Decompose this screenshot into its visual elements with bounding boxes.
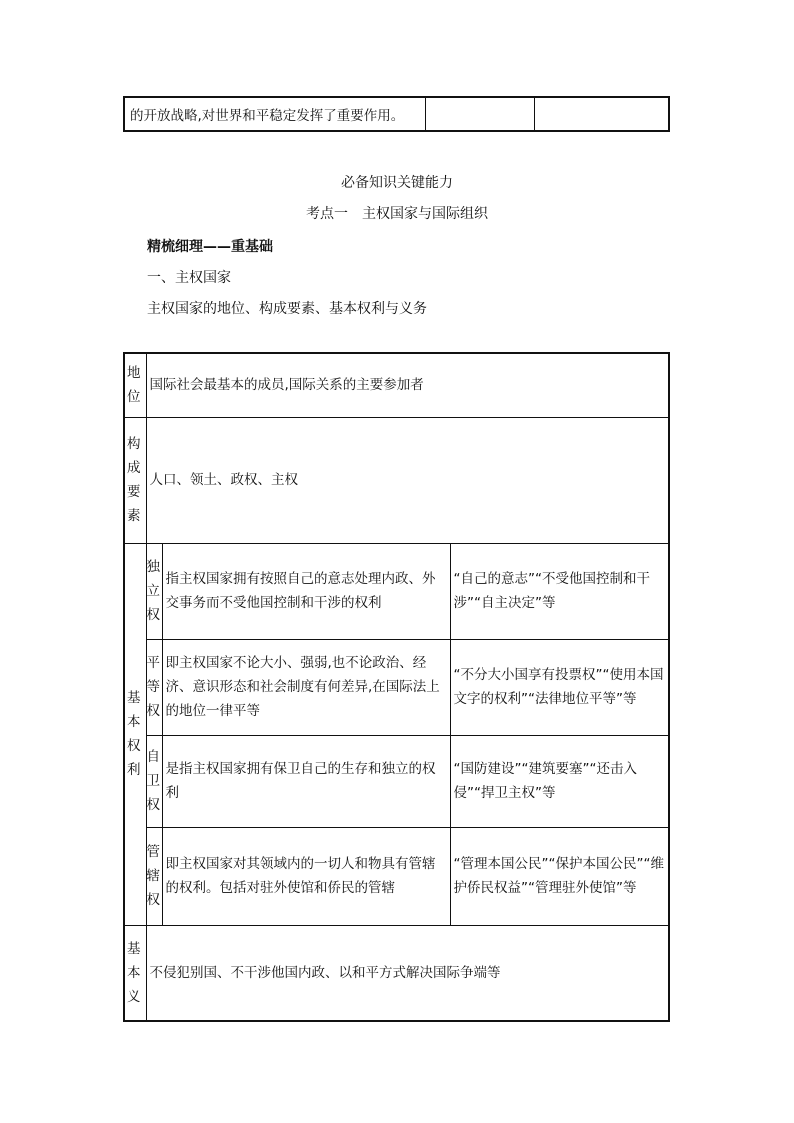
table-row: [124, 417, 669, 543]
empty-cell: [535, 97, 670, 131]
label-char: 自: [146, 749, 160, 765]
row-label-obligations: [124, 925, 146, 1021]
label-char: 辖: [146, 868, 160, 884]
label-char: 素: [127, 508, 141, 524]
right-name-equality: [146, 639, 162, 735]
right-name-jurisdiction: [146, 827, 162, 925]
table-row: [124, 543, 669, 639]
empty-cell: [426, 97, 535, 131]
continuation-table: [123, 96, 670, 132]
table-row: [124, 639, 669, 735]
status-content: 国际社会最基本的成员,国际关系的主要参加者: [146, 353, 669, 417]
label-char: 独: [146, 559, 160, 575]
continuation-text: 的开放战略,对世界和平稳定发挥了重要作用。: [124, 97, 426, 131]
part-heading: 一、主权国家: [147, 270, 231, 286]
label-char: 平: [146, 655, 160, 671]
right-keywords: “自己的意志”“不受他国控制和干涉”“自主决定”等: [450, 543, 669, 639]
label-char: 权: [146, 892, 160, 908]
label-char: 利: [127, 762, 141, 778]
right-definition: 即主权国家不论大小、强弱,也不论政治、经济、意识形态和社会制度有何差异,在国际法上的地位一律平等: [162, 639, 450, 735]
table-row: [124, 735, 669, 827]
elements-content: 人口、领土、政权、主权: [146, 417, 669, 543]
label-char: 要: [127, 484, 141, 500]
table-row: [124, 827, 669, 925]
intro-text: 主权国家的地位、构成要素、基本权利与义务: [147, 301, 427, 317]
row-label-status: [124, 353, 146, 417]
row-label-rights: [124, 543, 146, 925]
right-name-independence: [146, 543, 162, 639]
right-definition: 是指主权国家拥有保卫自己的生存和独立的权利: [162, 735, 450, 827]
label-char: 本: [127, 714, 141, 730]
section-title: 必备知识关键能力: [341, 175, 453, 191]
label-char: 基: [127, 940, 141, 957]
label-char: 基: [127, 690, 141, 706]
label-char: 权: [127, 738, 141, 754]
right-keywords: “管理本国公民”“保护本国公民”“维护侨民权益”“管理驻外使馆”等: [450, 827, 669, 925]
right-definition: 指主权国家拥有按照自己的意志处理内政、外交事务而不受他国控制和干涉的权利: [162, 543, 450, 639]
sovereign-state-table: [123, 352, 670, 1022]
label-char: 构: [127, 436, 141, 452]
label-char: 立: [146, 583, 160, 599]
right-name-self-defense: [146, 735, 162, 827]
row-label-elements: [124, 417, 146, 543]
label-char: 义: [127, 988, 141, 1005]
obligations-content: 不侵犯别国、不干涉他国内政、以和平方式解决国际争端等: [146, 925, 669, 1021]
right-keywords: “国防建设”“建筑要塞”“还击入侵”“捍卫主权”等: [450, 735, 669, 827]
subheading: 精梳细理——重基础: [147, 239, 273, 255]
table-row: [124, 97, 669, 131]
label-char: 权: [146, 703, 160, 719]
label-char: 权: [146, 607, 160, 623]
label-char: 成: [127, 460, 141, 476]
right-keywords: “不分大小国享有投票权”“使用本国文字的权利”“法律地位平等”等: [450, 639, 669, 735]
right-definition: 即主权国家对其领域内的一切人和物具有管辖的权利。包括对驻外使馆和侨民的管辖: [162, 827, 450, 925]
label-char: 等: [146, 679, 160, 695]
table-row: [124, 925, 669, 1021]
label-char: 位: [127, 389, 141, 406]
label-char: 本: [127, 964, 141, 981]
label-char: 地: [127, 365, 141, 382]
label-char: 管: [146, 844, 160, 860]
table-row: [124, 353, 669, 417]
kaodian-title: 考点一 主权国家与国际组织: [306, 206, 488, 222]
label-char: 卫: [146, 773, 160, 789]
label-char: 权: [146, 797, 160, 813]
